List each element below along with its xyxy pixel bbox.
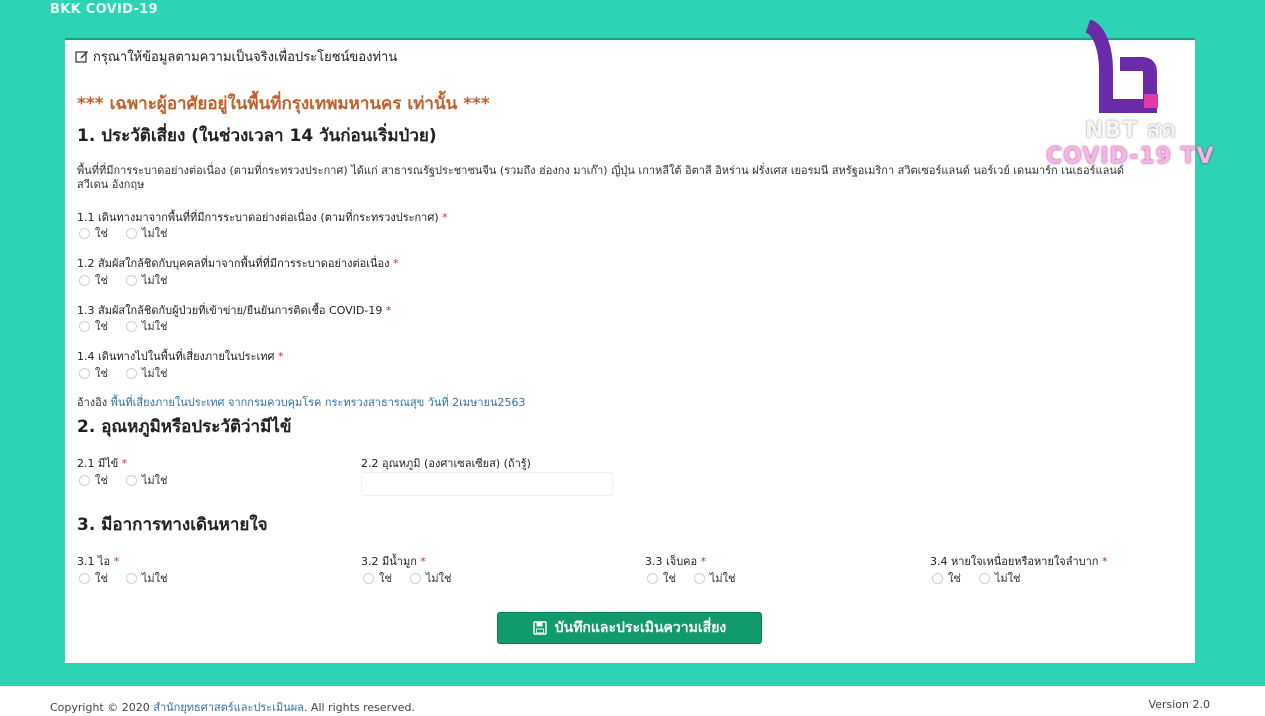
copyright: Copyright © 2020 สำนักยุทธศาสตร์และประเมินผล. All rights reserved.: [50, 701, 415, 714]
radio-circle[interactable]: [647, 573, 658, 584]
radio-circle[interactable]: [979, 573, 990, 584]
radio-yes[interactable]: ใช่: [647, 569, 676, 587]
form-header-text: กรุณาให้ข้อมูลตามความเป็นจริงเพื่อประโยชน์ของท่าน: [93, 50, 398, 65]
radio-circle[interactable]: [126, 275, 137, 286]
radio-circle[interactable]: [126, 321, 137, 332]
save-and-assess-button[interactable]: [497, 612, 762, 644]
section1-title: 1. ประวัติเสี่ยง (ในช่วงเวลา 14 วันก่อนเริ่มป่วย): [77, 126, 437, 146]
radio-group-2-1: [79, 471, 167, 489]
radio-circle[interactable]: [79, 275, 90, 286]
question-3-1: 3.1 ไอ *: [77, 555, 120, 568]
radio-yes[interactable]: ใช่: [79, 471, 108, 489]
radio-no[interactable]: ไม่ใช่: [410, 569, 452, 587]
bangkok-only-notice: *** เฉพาะผู้อาศัยอยู่ในพื้นที่กรุงเทพมหานคร เท่านั้น ***: [77, 94, 490, 114]
version-label: Version 2.0: [1148, 698, 1210, 711]
radio-yes[interactable]: ใช่: [79, 569, 108, 587]
save-icon: [533, 621, 547, 635]
save-and-assess-label: บันทึกและประเมินความเสี่ยง: [554, 620, 727, 636]
radio-group-3-1: [79, 569, 167, 587]
radio-circle[interactable]: [126, 573, 137, 584]
question-2-2: 2.2 อุณหภูมิ (องศาเซลเซียส) (ถ้ารู้): [361, 457, 531, 470]
radio-group-1-2: [79, 271, 167, 289]
question-1-4: 1.4 เดินทางไปในพื้นที่เสี่ยงภายในประเทศ *: [77, 350, 284, 363]
radio-yes[interactable]: ใช่: [363, 569, 392, 587]
section2-title: 2. อุณหภูมิหรือประวัติว่ามีไข้: [77, 417, 292, 437]
radio-circle[interactable]: [126, 228, 137, 239]
radio-yes[interactable]: ใช่: [932, 569, 961, 587]
radio-yes[interactable]: ใช่: [79, 224, 108, 242]
question-1-3: 1.3 สัมผัสใกล้ชิดกับผู้ป่วยที่เข้าข่าย/ยืนยันการติดเชื้อ COVID-19 *: [77, 304, 392, 317]
program-watermark: COVID-19 TV: [1046, 144, 1215, 169]
risk-area-reference-link[interactable]: พื้นที่เสี่ยงภายในประเทศ จากกรมควบคุมโรค กระทรวงสาธารณสุข วันที่ 2เมษายน2563: [110, 396, 526, 409]
radio-no[interactable]: ไม่ใช่: [694, 569, 736, 587]
radio-no[interactable]: ไม่ใช่: [126, 569, 168, 587]
section1-description: พื้นที่ที่มีการระบาดอย่างต่อเนื่อง (ตามที่กระทรวงประกาศ) ได้แก่ สาธารณรัฐประชาชนจีน (รวมถึง ฮ่องกง มาเก๊า) ญี่ปุ่น เกาหลีใต้ อิตาลี อิหร่าน ฝรั่งเศส เยอรมนี สหรัฐอเมริกา สวิตเซอร์แลนด์ นอร์เวย์ เดนมาร์ก เนเธอร์แลนด์ สวีเดน อังกฤษ: [77, 164, 1124, 191]
channel-watermark: NBT สด: [1085, 118, 1177, 143]
radio-group-1-3: [79, 317, 167, 335]
radio-circle[interactable]: [79, 475, 90, 486]
radio-group-1-4: [79, 364, 167, 382]
radio-circle[interactable]: [126, 475, 137, 486]
temperature-input[interactable]: [361, 472, 613, 496]
radio-group-3-3: [647, 569, 735, 587]
edit-icon: [75, 49, 89, 63]
radio-no[interactable]: ไม่ใช่: [126, 317, 168, 335]
form-panel: [65, 38, 1195, 663]
radio-yes[interactable]: ใช่: [79, 271, 108, 289]
question-1-2: 1.2 สัมผัสใกล้ชิดกับบุคคลที่มาจากพื้นที่ที่มีการระบาดอย่างต่อเนื่อง *: [77, 257, 399, 270]
risk-area-reference: อ้างอิง พื้นที่เสี่ยงภายในประเทศ จากกรมควบคุมโรค กระทรวงสาธารณสุข วันที่ 2เมษายน2563: [77, 396, 526, 409]
radio-circle[interactable]: [363, 573, 374, 584]
radio-circle[interactable]: [932, 573, 943, 584]
question-3-2: 3.2 มีน้ำมูก *: [361, 555, 426, 568]
radio-circle[interactable]: [410, 573, 421, 584]
app-brand[interactable]: BKK COVID-19: [50, 2, 158, 17]
radio-no[interactable]: ไม่ใช่: [126, 471, 168, 489]
radio-no[interactable]: ไม่ใช่: [126, 224, 168, 242]
radio-no[interactable]: ไม่ใช่: [126, 364, 168, 382]
question-1-1: 1.1 เดินทางมาจากพื้นที่ที่มีการระบาดอย่างต่อเนื่อง (ตามที่กระทรวงประกาศ) *: [77, 211, 448, 224]
question-3-4: 3.4 หายใจเหนื่อยหรือหายใจลำบาก *: [930, 555, 1108, 568]
radio-circle[interactable]: [79, 321, 90, 332]
radio-group-3-2: [363, 569, 451, 587]
footer: [0, 686, 1265, 716]
radio-no[interactable]: ไม่ใช่: [979, 569, 1021, 587]
radio-circle[interactable]: [79, 368, 90, 379]
question-3-3: 3.3 เจ็บคอ *: [645, 555, 707, 568]
radio-yes[interactable]: ใช่: [79, 364, 108, 382]
question-2-1: 2.1 มีไข้ *: [77, 457, 128, 470]
radio-circle[interactable]: [79, 573, 90, 584]
radio-group-1-1: [79, 224, 167, 242]
org-link[interactable]: สำนักยุทธศาสตร์และประเมินผล: [153, 701, 304, 714]
radio-circle[interactable]: [126, 368, 137, 379]
section3-title: 3. มีอาการทางเดินหายใจ: [77, 515, 268, 535]
radio-group-3-4: [932, 569, 1020, 587]
radio-no[interactable]: ไม่ใช่: [126, 271, 168, 289]
radio-circle[interactable]: [694, 573, 705, 584]
form-header: [75, 46, 397, 67]
radio-circle[interactable]: [79, 228, 90, 239]
radio-yes[interactable]: ใช่: [79, 317, 108, 335]
